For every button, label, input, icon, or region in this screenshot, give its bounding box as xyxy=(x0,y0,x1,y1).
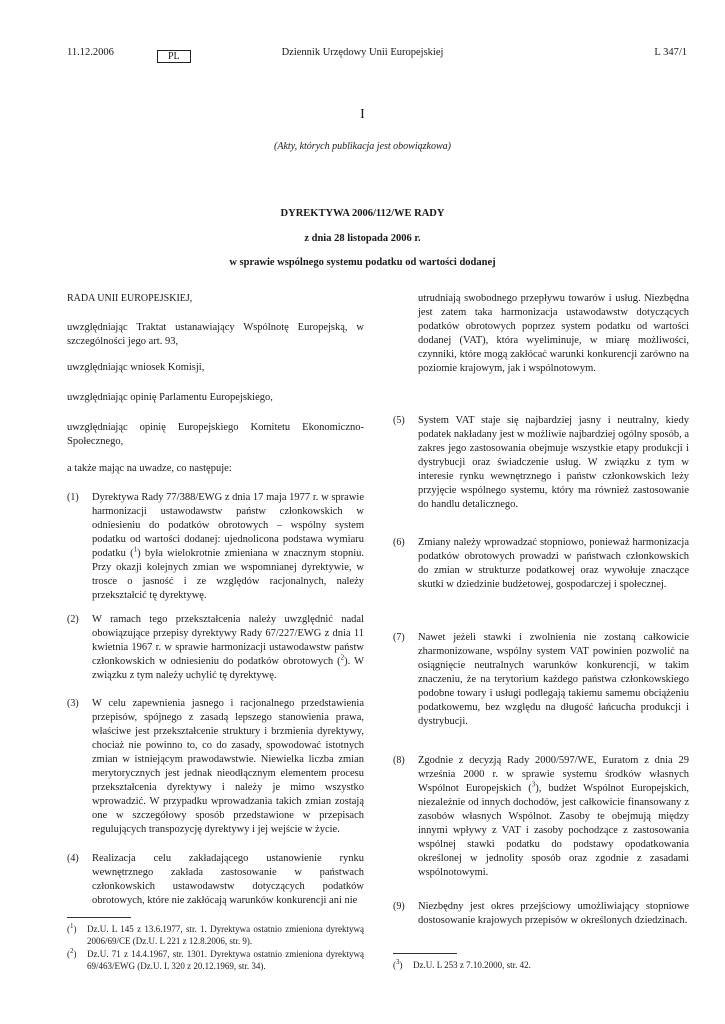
recital-2 xyxy=(67,613,364,683)
recital-text: Nawet jeżeli stawki i zwolnienia nie zostaną całkowicie zharmonizowane, wspólny system VAT powinien pozwolić na osiągnięcie neutralnych warunków konkurencji, w takim znaczeniu, że na terytorium każdego państwa członkowskiego podobne towary i usługi podlegają takiemu samemu obciążeniu podatkowemu, bez względu na długość łańcucha produkcji i dystrybucji. xyxy=(418,632,689,727)
footnote-text: Dz.U. L 145 z 13.6.1977, str. 1. Dyrektywa ostatnio zmieniona dyrektywą 2006/69/CE (Dz.U. L 221 z 12.8.2006, str. 9). xyxy=(87,924,364,946)
footnote-number: ($^3$) xyxy=(393,958,403,970)
header-date: 11.12.2006 xyxy=(67,47,114,58)
recital-number: (7) xyxy=(393,632,405,643)
footnote-3 xyxy=(393,959,689,971)
recital-number: (2) xyxy=(67,614,79,625)
journal-title: Dziennik Urzędowy Unii Europejskiej xyxy=(281,47,444,58)
footnote-2 xyxy=(67,948,364,972)
recital-4 xyxy=(67,852,364,908)
footnote-rule xyxy=(393,953,457,954)
preamble-paragraph: a także mając na uwadze, co następuje: xyxy=(67,463,232,474)
recital-number: (1) xyxy=(67,492,79,503)
page-reference: L 347/1 xyxy=(654,47,687,58)
recital-9 xyxy=(393,900,689,928)
recital-text: Niezbędny jest okres przejściowy umożliwiający stopniowe dostosowanie krajowych przepisów w określonych dziedzinach. xyxy=(418,901,689,926)
preamble-paragraph: uwzględniając opinię Europejskiego Komitetu Ekonomiczno-Społecznego, xyxy=(67,422,364,447)
recital-text: Zmiany należy wprowadzać stopniowo, ponieważ harmonizacja podatków obrotowych prowadzi w państwach członkowskich do zmian w strukturze podatkowej oraz wywołuje znaczące skutki w dziedzinie budżetowej, gospodarczej i społecznej. xyxy=(418,537,689,590)
recital-6 xyxy=(393,536,689,592)
recital-text: W celu zapewnienia jasnego i racjonalnego przedstawienia przepisów, spójnego z zasadą lepszego stanowienia prawa, właściwe jest przekształcenie struktury i brzmienia dyrektywy, chociaż nie powinno to, co do zasady, spowodować istotnych zmian w istniejącym prawodawstwie. Niewielka liczba zmian merytorycznych jest jednak nieodłącznym elementem procesu przekształcenia dyrektywy i należy je mimo wszystko wprowadzić. W przypadku wprowadzania takich zmian zostają one w szczegółowy sposób przedstawione w przepisach regulujących transpozycję dyrektywy i jej wejście w życie. xyxy=(92,698,364,835)
section-subtitle: (Akty, których publikacja jest obowiązkowa) xyxy=(274,141,451,152)
recital-number: (8) xyxy=(393,755,405,766)
preamble-paragraph: uwzględniając opinię Parlamentu Europejskiego, xyxy=(67,392,273,403)
footnote-number: ($^1$) xyxy=(67,922,77,934)
recital-4-continued xyxy=(393,292,689,376)
recital-text: ), budżet Wspólnot Europejskich, niezależnie od innych dochodów, jest całkowicie finansowany z zasobów własnych Wspólnot. Zasoby te obejmują między innymi wpływy z VAT i zasoby pochodzące z zastosowania wspólnej stawki podatku do podstawy opodatkowania określonej w jednolity sposób oraz zgodnie z zasadami wspólnotowymi. xyxy=(418,783,690,878)
preamble-treaty xyxy=(67,321,364,349)
preamble-paragraph: uwzględniając wniosek Komisji, xyxy=(67,362,205,373)
preamble-committee xyxy=(67,421,364,449)
footnote-text: Dz.U. L 253 z 7.10.2000, str. 42. xyxy=(413,960,531,970)
recital-text: Zgodnie z decyzją Rady 2000/597/WE, Euratom z dnia 29 września 2000 r. w sprawie systemu środków własnych Wspólnot Europejskich ( xyxy=(418,755,689,794)
recital-text: W ramach tego przekształcenia należy uwzględnić nadal obowiązujące przepisy dyrektywy Rady 67/227/EWG z dnia 11 kwietnia 1967 r. w sprawie harmonizacji ustawodawstw państw członkowskich w odniesieniu do podatków obrotowych ( xyxy=(92,614,364,667)
footnote-rule xyxy=(67,917,131,918)
footnote-ref: 2 xyxy=(340,653,345,662)
preamble-council xyxy=(67,292,364,306)
footnote-text: Dz.U. 71 z 14.4.1967, str. 1301. Dyrektywa ostatnio zmieniona dyrektywą 69/463/EWG (Dz.U. L 320 z 20.12.1969, str. 34). xyxy=(87,949,364,971)
recital-number: (3) xyxy=(67,698,79,709)
directive-date: z dnia 28 listopada 2006 r. xyxy=(304,233,421,244)
recital-8 xyxy=(393,754,689,880)
footnote-1 xyxy=(67,923,364,947)
recital-text: ) była wielokrotnie zmieniana w znacznym stopniu. Przy okazji kolejnych zmian we wspomnianej dyrektywie, w trosce o jasność i ze względów racjonalnych, należy przekształcić tę dyrektywę. xyxy=(92,548,364,601)
recital-number: (6) xyxy=(393,537,405,548)
recital-text: utrudniają swobodnego przepływu towarów i usług. Niezbędna jest zatem taka harmonizacja ustawodawstw dotyczących podatków obrotowych poprzez system podatku od wartości dodanej (VAT), która wyeliminuje, w miarę możliwości, czynniki, które mogą zakłócać warunki konkurencji zarówno na poziomie krajowym, jak i wspólnotowym. xyxy=(418,293,689,374)
preamble-parliament xyxy=(67,391,364,405)
recital-number: (4) xyxy=(67,853,79,864)
recital-text: Dyrektywa Rady 77/388/EWG z dnia 17 maja 1977 r. w sprawie harmonizacji ustawodawstw państw członkowskich w odniesieniu do podatków obrotowych – wspólny system podatku od wartości dodanej: ujednolicona podstawa wymiaru podatku ( xyxy=(92,492,364,559)
footnote-number: ($^2$) xyxy=(67,947,77,959)
recital-text: System VAT staje się najbardziej jasny i neutralny, kiedy podatek nakładany jest w możliwie najbardziej ogólny sposób, a zakres jego zastosowania obejmuje wszystkie etapy produkcji i dystrybucji oraz świadczenie usług. W związku z tym w interesie rynku wewnętrznego i państw członkowskich leży przyjęcie wspólnego systemu, który ma również zastosowanie do handlu detalicznego. xyxy=(418,415,689,510)
directive-title: DYREKTYWA 2006/112/WE RADY xyxy=(280,208,445,219)
recital-5 xyxy=(393,414,689,512)
recital-3 xyxy=(67,697,364,837)
language-code: PL xyxy=(157,50,191,63)
footnote-ref: 3 xyxy=(531,780,536,789)
preamble-commission xyxy=(67,361,364,375)
recital-text: ). W związku z tym należy uchylić tę dyrektywę. xyxy=(92,656,364,681)
directive-subject: w sprawie wspólnego systemu podatku od wartości dodanej xyxy=(229,257,496,268)
recital-text: Realizacja celu zakładającego ustanowienie rynku wewnętrznego zakłada zastosowanie w państwach członkowskich ustawodawstw dotyczących podatków obrotowych, które nie zakłócają warunków konkurencji ani nie xyxy=(92,853,364,906)
recital-number: (9) xyxy=(393,901,405,912)
preamble-whereas xyxy=(67,462,364,476)
recital-1 xyxy=(67,491,364,603)
council-name: RADA UNII EUROPEJSKIEJ, xyxy=(67,293,193,304)
preamble-paragraph: uwzględniając Traktat ustanawiający Wspólnotę Europejską, w szczególności jego art. 93, xyxy=(67,322,364,347)
footnote-ref: 1 xyxy=(133,545,138,554)
recital-7 xyxy=(393,631,689,729)
section-numeral: I xyxy=(360,107,365,122)
recital-number: (5) xyxy=(393,415,405,426)
